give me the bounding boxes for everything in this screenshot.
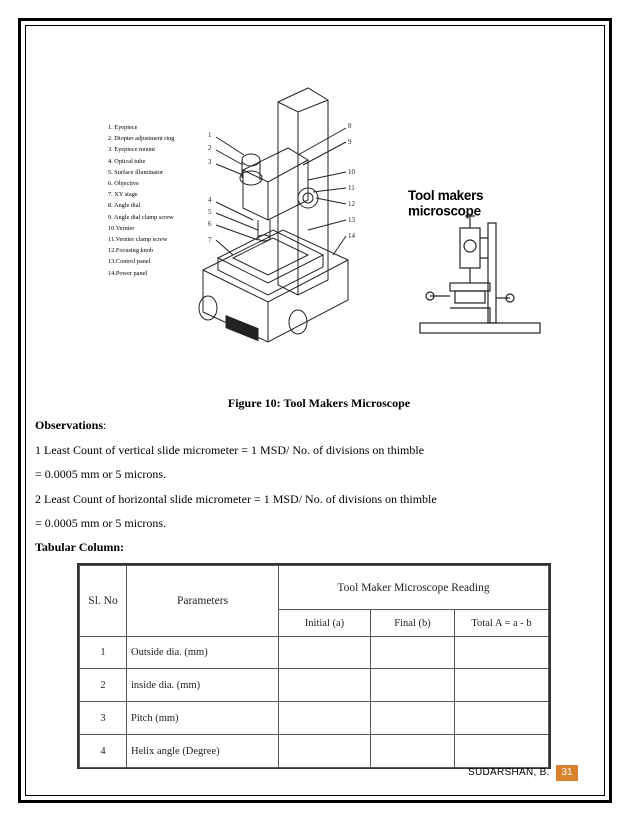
row-number: 3: [80, 702, 127, 735]
legend-item: 13.Control panel: [108, 258, 151, 266]
legend-item: 7. XY stage: [108, 191, 138, 199]
cell-total: [455, 702, 549, 735]
legend-item: 9. Angle dial clamp screw: [108, 213, 174, 221]
observation-line: = 0.0005 mm or 5 microns.: [35, 516, 167, 530]
cell-total: [455, 735, 549, 768]
tabular-heading: Tabular Column:: [35, 540, 125, 554]
row-parameter: inside dia. (mm): [127, 669, 279, 702]
cell-initial: [279, 702, 371, 735]
schematic-diagram: [410, 208, 550, 358]
legend-item: 14.Power panel: [108, 269, 148, 277]
callout-number: 5: [208, 208, 212, 216]
observation-line: 1 Least Count of vertical slide micrometer = 1 MSD/ No. of divisions on thimble: [35, 443, 425, 457]
row-number: 4: [80, 735, 127, 768]
cell-initial: [279, 669, 371, 702]
legend-item: 5. Surface illuminator: [108, 168, 164, 176]
observations-heading: Observations: [35, 418, 104, 432]
callout-number: 7: [208, 236, 212, 244]
cell-initial: [279, 637, 371, 669]
header-slno: Sl. No: [80, 566, 127, 637]
legend-item: 4. Optical tube: [108, 157, 146, 165]
microscope-illustration: [108, 80, 378, 360]
callout-number: 13: [348, 216, 355, 224]
header-reading-group: Tool Maker Microscope Reading: [279, 566, 549, 610]
legend-item: 2. Diopter adjustment ring: [108, 135, 175, 143]
table-row: [80, 669, 549, 702]
header-initial: Initial (a): [279, 610, 371, 637]
table-row: [80, 702, 549, 735]
table-row: [80, 735, 549, 768]
readings-table: [79, 565, 549, 768]
cell-total: [455, 637, 549, 669]
cell-initial: [279, 735, 371, 768]
callout-number: 8: [348, 122, 352, 130]
callout-number: 2: [208, 144, 212, 152]
observation-line: 2 Least Count of horizontal slide micrometer = 1 MSD/ No. of divisions on thimble: [35, 492, 437, 506]
figure-caption: Figure 10: Tool Makers Microscope: [227, 396, 411, 410]
row-number: 1: [80, 637, 127, 669]
microscope-drawing: [108, 80, 378, 360]
cell-final: [371, 669, 455, 702]
page-number-badge: 31: [556, 765, 578, 781]
row-parameter: Outside dia. (mm): [127, 637, 279, 669]
table-row: [80, 637, 549, 669]
legend-item: 12.Focusing knob: [108, 247, 154, 255]
cell-total: [455, 669, 549, 702]
legend-item: 3. Eyepiece mount: [108, 146, 156, 154]
legend-item: 11.Vernier clamp screw: [108, 236, 168, 244]
observation-line: = 0.0005 mm or 5 microns.: [35, 467, 167, 481]
cell-final: [371, 735, 455, 768]
row-parameter: Pitch (mm): [127, 702, 279, 735]
readings-table-frame: [77, 563, 551, 769]
figure-area: [100, 80, 550, 370]
callout-number: 11: [348, 184, 355, 192]
row-number: 2: [80, 669, 127, 702]
legend-item: 1. Eyepiece: [108, 124, 138, 131]
callout-number: 4: [208, 196, 212, 204]
observations-heading-line: [35, 418, 106, 433]
legend-item: 6. Objective: [108, 180, 139, 188]
callout-number: 14: [348, 232, 355, 240]
cell-final: [371, 637, 455, 669]
row-parameter: Helix angle (Degree): [127, 735, 279, 768]
callout-number: 12: [348, 200, 355, 208]
cell-final: [371, 702, 455, 735]
diagram-title: Tool makers microscope: [408, 187, 484, 219]
callout-number: 1: [208, 131, 212, 139]
callout-number: 10: [348, 168, 355, 176]
legend-item: 8. Angle dial: [108, 202, 141, 210]
header-parameters: Parameters: [127, 566, 279, 637]
heading-colon: :: [103, 418, 107, 432]
callout-number: 9: [348, 138, 352, 146]
callout-number: 3: [208, 158, 212, 166]
footer-author: SUDARSHAN, B.: [468, 767, 550, 778]
header-total: Total A = a - b: [455, 610, 549, 637]
header-final: Final (b): [371, 610, 455, 637]
callout-number: 6: [208, 220, 212, 228]
legend-item: 10.Vernier: [108, 224, 135, 232]
